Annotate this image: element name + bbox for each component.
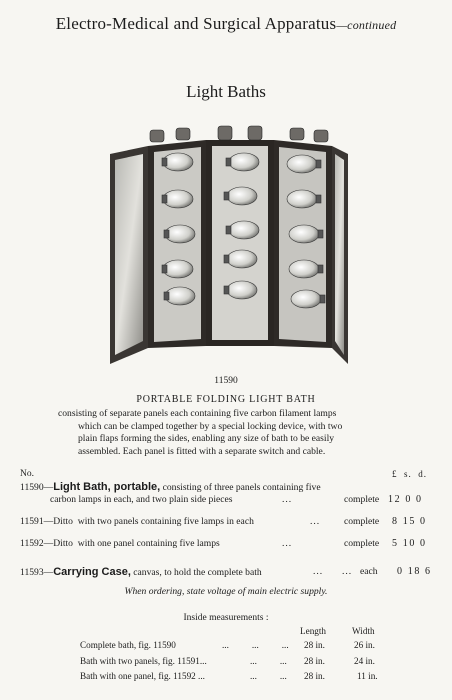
header-continued: —continued <box>336 18 397 32</box>
price-pound: 12 <box>388 494 402 505</box>
measurement-dots: ... ... <box>250 656 287 666</box>
page-header <box>0 14 452 34</box>
price-shilling: 0 <box>405 494 412 505</box>
price-shilling: 10 <box>402 538 416 549</box>
price-shilling: 18 <box>407 566 421 577</box>
description-line: plain flaps forming the sides, enabling any size of bath to be easily <box>78 433 335 444</box>
measurement-width: 11 in. <box>357 671 378 681</box>
product-description <box>58 408 398 458</box>
center-panel-mirror <box>212 146 268 340</box>
item-name: Ditto <box>53 516 73 527</box>
section-title: Light Baths <box>186 82 266 101</box>
measurement-width: 24 in. <box>354 656 375 666</box>
price-pence: 0 <box>420 516 427 527</box>
price-pence: 6 <box>425 566 432 577</box>
catalog-item-line <box>50 494 233 505</box>
pence-header: d. <box>418 469 428 479</box>
catalog-item-line: 11591—Ditto with two panels containing five lamps in each <box>20 516 254 527</box>
top-switches <box>150 126 328 142</box>
price-pence: 0 <box>420 538 427 549</box>
light-bath-illustration <box>106 124 352 370</box>
column-no-header: No. <box>20 469 34 479</box>
item-price <box>392 516 427 527</box>
item-leader-dots: ... <box>282 538 293 549</box>
figure-number: 11590 <box>214 376 238 386</box>
right-flap-glass <box>335 154 344 355</box>
left-flap-glass <box>115 154 143 355</box>
item-status: complete <box>344 538 380 549</box>
item-number: 11591 <box>20 516 44 527</box>
item-leader-dots: ... <box>313 566 324 577</box>
item-text: with two panels containing five lamps in each <box>72 516 254 527</box>
catalog-item-line: 11590—Light Bath, portable, consisting of three panels containing five <box>20 481 321 493</box>
item-number: 11590 <box>20 482 44 493</box>
item-leader-dots: ... <box>282 494 293 505</box>
measurement-label: Complete bath, fig. 11590 <box>80 640 176 650</box>
item-leader-dots: ... <box>310 516 321 527</box>
left-panel-mirror <box>154 147 201 342</box>
item-price <box>392 538 427 549</box>
item-name: Carrying Case, <box>53 566 131 578</box>
description-line: consisting of separate panels each containing five carbon filament lamps <box>58 408 337 419</box>
item-price <box>397 566 432 577</box>
measurement-label: Bath with one panel, fig. 11592 ... <box>80 671 205 681</box>
catalog-item-line: 11592—Ditto with one panel containing five lamps <box>20 538 220 549</box>
item-text: carbon lamps in each, and two plain side pieces <box>50 494 233 505</box>
item-text: canvas, to hold the complete bath <box>130 567 262 578</box>
description-line: which can be clamped together by a special locking device, with two <box>78 420 343 432</box>
pound-header: £ <box>392 469 398 479</box>
description-line: assembled. Each panel is fitted with a separate switch and cable. <box>78 445 326 457</box>
measurement-dots: ... ... <box>250 671 287 681</box>
price-pound: 0 <box>397 566 404 577</box>
measurement-length: 28 in. <box>304 640 325 650</box>
measurements-title: Inside measurements : <box>183 613 269 623</box>
measurement-length: 28 in. <box>304 656 325 666</box>
item-status: complete <box>344 516 380 527</box>
catalog-item-line: 11593—Carrying Case, canvas, to hold the complete bath <box>20 566 262 578</box>
measurement-dots: ... ... ... <box>222 640 289 650</box>
measurements-length-header: Length <box>300 626 327 636</box>
item-status: each <box>360 566 378 577</box>
item-name: Light Bath, portable, <box>53 481 161 493</box>
measurement-width: 26 in. <box>354 640 375 650</box>
item-name: Ditto <box>53 538 73 549</box>
item-leader-dots: ... <box>342 566 353 577</box>
item-number: 11592 <box>20 538 44 549</box>
right-panel-mirror <box>279 147 326 342</box>
price-shilling: 15 <box>402 516 416 527</box>
item-text: with one panel containing five lamps <box>72 538 220 549</box>
price-pence: 0 <box>416 494 423 505</box>
column-lsd-header <box>392 469 427 479</box>
item-status: complete <box>344 494 380 505</box>
item-text: consisting of three panels containing five <box>160 482 321 493</box>
measurements-width-header: Width <box>352 626 375 636</box>
item-number: 11593 <box>20 567 44 578</box>
measurement-label: Bath with two panels, fig. 11591... <box>80 656 207 666</box>
shilling-header: s. <box>404 469 412 479</box>
item-price <box>388 494 423 505</box>
price-pound: 8 <box>392 516 399 527</box>
ordering-note: When ordering, state voltage of main electric supply. <box>124 586 328 597</box>
measurement-length: 28 in. <box>304 671 325 681</box>
header-title: Electro-Medical and Surgical Apparatus <box>55 14 337 33</box>
price-pound: 5 <box>392 538 399 549</box>
figure-caption: PORTABLE FOLDING LIGHT BATH <box>136 394 316 405</box>
